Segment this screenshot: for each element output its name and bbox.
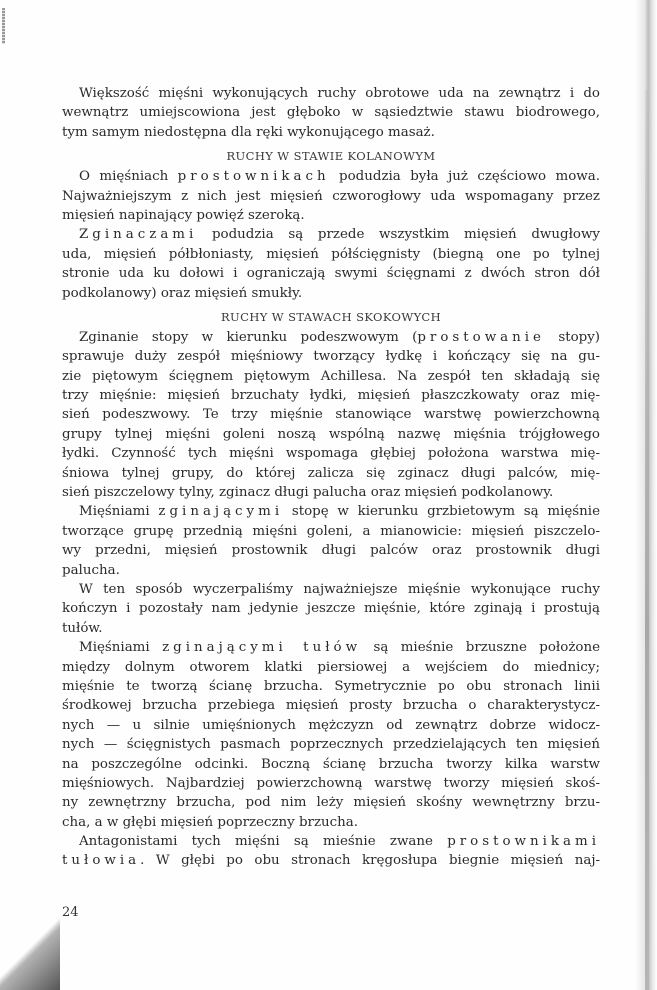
spaced-term: Zginaczami	[79, 227, 198, 243]
text-run: podudzia są przede wszystkim mięsień dwugłowy	[197, 227, 600, 243]
text-line: stronie uda ku dołowi i ograniczają swymi ścięgnami z dwóch stron dół	[62, 266, 600, 282]
text-line: środkowej brzucha przebiega mięsień prosty brzucha o charakterystycz-	[62, 698, 600, 714]
page-gutter-shadow	[635, 0, 657, 990]
text-run: podudzia była już częściowo mowa.	[329, 169, 600, 185]
text-line	[62, 638, 600, 657]
text-run: Antagonistami tych mięśni są mieśnie zwane	[79, 834, 448, 850]
text-line: zie piętowym ścięgnem piętowym Achillesa. Na zespół ten składają się	[62, 368, 600, 384]
paragraph-transition	[62, 580, 600, 638]
text-line: nych — ścięgnistych pasmach poprzecznych przedzielających ten mięsień	[62, 737, 600, 753]
text-line: nych — u silnie umięśnionych mężczyzn od zewnątrz dobrze widocz-	[62, 717, 600, 733]
paragraph-ankle-plantar	[62, 328, 600, 503]
paragraph-ankle-dorsal	[62, 502, 600, 580]
text-line: sień podeszwowy. Te trzy mięśnie stanowiące warstwę powierzchowną	[62, 407, 600, 423]
text-line: mięśnie te tworzą ścianę brzucha. Symetrycznie po obu stronach linii	[62, 678, 600, 694]
text-line: tym samym niedostępna dla ręki wykonującego masaż.	[62, 124, 435, 140]
text-line: W ten sposób wyczerpaliśmy najważniejsze mięśnie wykonujące ruchy	[79, 581, 600, 597]
spaced-term: prostownikach	[177, 169, 330, 185]
page-number: 24	[62, 905, 79, 920]
text-line: podkolanowy) oraz mięsień smukły.	[62, 285, 303, 301]
text-line: tworzące grupę przednią mięśni goleni, a mianowicie: mięsień piszczelo-	[62, 523, 600, 539]
scan-edge-mark	[2, 8, 5, 44]
paragraph-trunk-extensors	[62, 832, 600, 871]
text-run: Mięśniami	[79, 640, 163, 656]
text-line: między dolnym otworem klatki piersiowej a wejściem do miednicy;	[62, 659, 600, 675]
text-run: stopy)	[545, 329, 600, 345]
text-run: stopę w kierunku grzbietowym są mięśnie	[283, 504, 600, 520]
text-line: uda, mięsień półbłoniasty, mięsień półścięgnisty (biegną one po tylnej	[62, 246, 600, 262]
text-line: wewnątrz umiejscowiona jest głęboko w sąsiedztwie stawu biodrowego,	[62, 105, 600, 121]
text-run: Mięśniami	[79, 504, 159, 520]
text-line	[62, 832, 600, 851]
text-line: Większość mięśni wykonujących ruchy obrotowe uda na zewnątrz i do	[79, 86, 600, 101]
text-line: mięsień napinający powięź szeroką.	[62, 207, 305, 223]
page-corner-shadow	[0, 910, 60, 990]
text-line	[62, 502, 600, 521]
text-line: ny zewnętrzny brzucha, pod nim leży mięsień skośny wewnętrzny brzu-	[62, 795, 600, 811]
text-run: są mieśnie brzuszne położone	[361, 640, 600, 656]
section-heading-ankle: RUCHY W STAWACH SKOKOWYCH	[220, 309, 442, 324]
text-line: na poszczególne odcinki. Boczną ścianę brzucha tworzy kilka warstw	[62, 756, 600, 772]
text-line: kończyn i pozostały nam jedynie jeszcze mięśnie, które zginają i prostują	[62, 601, 600, 617]
text-line: tułów.	[62, 620, 103, 636]
text-line: grupy tylnej mięśni goleni noszą wspólną nazwę mięśnia trójgłowego	[62, 426, 600, 442]
paragraph-knee-extensors	[62, 167, 600, 225]
spaced-term: prostownikami	[447, 834, 600, 850]
spaced-term: tułowia	[62, 853, 141, 869]
text-line: cha, a w głębi mięsień poprzeczny brzucha.	[62, 814, 358, 830]
section-heading-knee: RUCHY W STAWIE KOLANOWYM	[226, 149, 436, 164]
text-line: palucha.	[62, 562, 120, 578]
spaced-term: zginającymi	[158, 504, 284, 520]
spaced-term: zginającymi tułów	[162, 640, 362, 656]
text-line	[62, 328, 600, 347]
paragraph-intro	[62, 84, 600, 142]
text-line	[62, 167, 600, 186]
text-line: sprawuje duży zespół mięśniowy tworzący łydkę i kończący się na gu-	[62, 349, 600, 365]
text-run: Zginanie stopy w kierunku podeszwowym (	[79, 329, 418, 345]
text-line: śniowa tylnej grupy, do której zalicza się zginacz długi palców, mię-	[62, 465, 600, 481]
text-line: wy przedni, mięsień prostownik długi palców oraz prostownik długi	[62, 543, 600, 559]
text-line: sień piszczelowy tylny, zginacz długi palucha oraz mięsień podkolanowy.	[62, 485, 554, 501]
paragraph-trunk-flexors	[62, 638, 600, 832]
text-line: Najważniejszym z nich jest mięsień czworogłowy uda wspomagany przez	[62, 188, 600, 204]
body-text	[62, 84, 600, 871]
text-run: O mięśniach	[79, 169, 178, 185]
text-line: mięśniowych. Najbardziej powierzchowną warstwę tworzy mięsień skoś-	[62, 775, 600, 791]
text-line: łydki. Czynność tych mięśni wspomaga głębiej położona warstwa mię-	[62, 446, 600, 462]
text-line	[62, 851, 600, 870]
text-run: . W głębi po obu stronach kręgosłupa biegnie mięsień naj-	[140, 853, 600, 869]
text-line	[62, 225, 600, 244]
spaced-term: prostowanie	[417, 329, 545, 345]
paragraph-knee-flexors	[62, 225, 600, 303]
text-line: trzy mięśnie: mięsień brzuchaty łydki, mięsień płaszczkowaty oraz mię-	[62, 388, 600, 404]
